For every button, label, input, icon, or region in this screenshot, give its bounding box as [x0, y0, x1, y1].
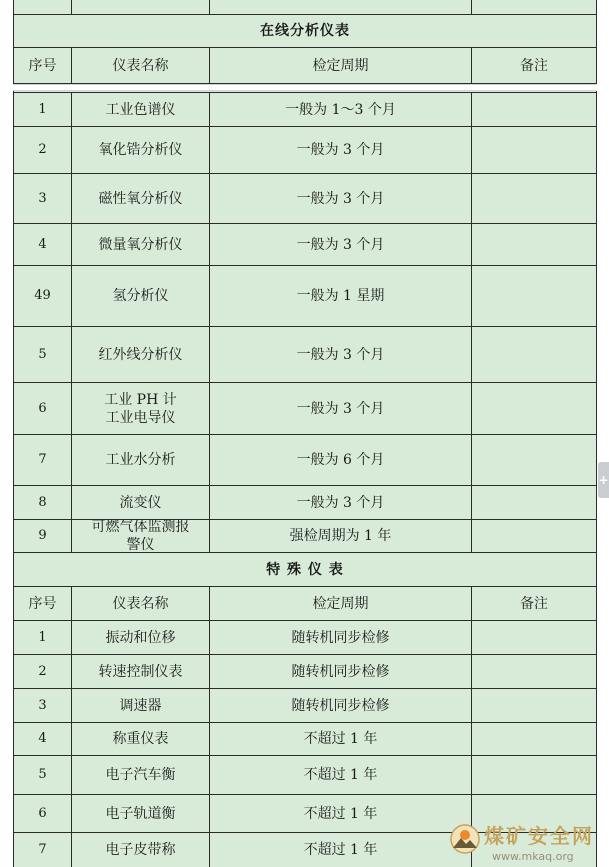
instrument-name-text: 工业色谱仪	[105, 101, 176, 118]
remark-cell	[472, 486, 596, 519]
row-number	[14, 127, 71, 173]
row-number-text: 4	[38, 731, 47, 746]
grid-line	[13, 83, 596, 84]
remark-cell	[472, 266, 596, 326]
instrument-name	[72, 486, 209, 519]
page-break-edge	[13, 84, 596, 85]
calibration-period-text: 不超过 1 年	[303, 767, 378, 783]
row-number-text: 6	[38, 805, 47, 821]
calibration-period-text: 不超过 1 年	[303, 731, 378, 747]
calibration-period-text: 一般为 3 个月	[296, 400, 385, 417]
instrument-name-text: 可燃气体监测报	[91, 520, 190, 535]
row-number-text: 49	[34, 288, 51, 303]
watermark-url: www.mkaq.org	[492, 850, 574, 863]
row-number-text: 2	[38, 663, 47, 679]
calibration-period-text: 一般为 1 星期	[296, 288, 385, 304]
instrument-name-text: 警仪	[126, 537, 155, 552]
header-note	[472, 587, 596, 620]
header-no	[14, 48, 71, 83]
instrument-name-text: 称重仪表	[112, 731, 169, 747]
header-note	[472, 48, 596, 83]
calibration-period	[210, 756, 471, 794]
calibration-period	[210, 174, 471, 223]
row-number	[14, 327, 71, 382]
row-number-text: 5	[38, 346, 47, 362]
expand-tab[interactable]	[598, 462, 609, 498]
instrument-name-text: 工业电导仪	[105, 409, 176, 426]
header-name	[72, 48, 209, 83]
header-name-text: 仪表名称	[112, 57, 169, 74]
instrument-name-text: 调速器	[119, 697, 162, 714]
row-number-text: 7	[38, 452, 47, 467]
row-number	[14, 224, 71, 265]
instrument-name	[72, 756, 209, 794]
header-note-text: 备注	[520, 595, 548, 612]
remark-cell	[472, 520, 596, 552]
grid-line	[596, 91, 597, 867]
grid-line	[471, 0, 472, 14]
remark-cell	[472, 327, 596, 382]
calibration-period-text: 一般为 6 个月	[296, 452, 385, 468]
instrument-name	[72, 174, 209, 223]
instrument-name	[72, 723, 209, 755]
header-period	[210, 48, 471, 83]
calibration-period-text: 不超过 1 年	[303, 805, 378, 822]
row-number	[14, 383, 71, 434]
row-number	[14, 621, 71, 654]
calibration-period-text: 随转机同步检修	[291, 629, 390, 646]
remark-cell	[472, 383, 596, 434]
instrument-name	[72, 520, 209, 552]
instrument-name-text: 振动和位移	[105, 629, 176, 646]
instrument-name-text: 电子皮带称	[105, 842, 176, 858]
remark-cell	[472, 224, 596, 265]
remark-cell	[472, 127, 596, 173]
remark-cell	[472, 723, 596, 755]
remark-cell	[472, 93, 596, 126]
row-number	[14, 93, 71, 126]
row-number	[14, 655, 71, 688]
row-number	[14, 520, 71, 552]
mountain-sun-logo-icon	[450, 824, 480, 854]
header-no	[14, 587, 71, 620]
header-period-text: 检定周期	[312, 57, 369, 74]
calibration-period-text: 一般为 3 个月	[296, 346, 385, 363]
row-number	[14, 689, 71, 722]
calibration-period-text: 随转机同步检修	[291, 697, 390, 714]
row-number	[14, 833, 71, 867]
instrument-name	[72, 266, 209, 326]
grid-line	[209, 0, 210, 14]
instrument-name	[72, 224, 209, 265]
calibration-period	[210, 383, 471, 434]
header-period-text: 检定周期	[312, 595, 369, 612]
calibration-period	[210, 520, 471, 552]
section-title-online-analysis-text: 在线分析仪表	[260, 23, 350, 39]
calibration-period-text: 一般为 1～3 个月	[285, 101, 396, 118]
instrument-name-text: 工业水分析	[105, 452, 176, 468]
instrument-name	[72, 93, 209, 126]
row-number-text: 1	[38, 629, 47, 645]
instrument-name	[72, 621, 209, 654]
row-number-text: 8	[38, 494, 47, 510]
row-number	[14, 795, 71, 832]
calibration-period	[210, 93, 471, 126]
calibration-period-text: 一般为 3 个月	[296, 494, 385, 511]
calibration-period-text: 一般为 3 个月	[296, 142, 385, 158]
header-note-text: 备注	[520, 57, 548, 74]
calibration-period	[210, 266, 471, 326]
row-number	[14, 435, 71, 485]
instrument-name-text: 微量氧分析仪	[98, 236, 183, 253]
row-number	[14, 756, 71, 794]
instrument-name-text: 流变仪	[119, 494, 162, 511]
section-title-special-instruments	[14, 553, 596, 586]
section-title-special-instruments-text: 特 殊 仪 表	[266, 561, 344, 578]
watermark	[448, 822, 608, 867]
row-number-text: 2	[38, 142, 47, 157]
calibration-period	[210, 486, 471, 519]
calibration-period	[210, 795, 471, 832]
calibration-period	[210, 833, 471, 867]
instrument-name-text: 电子汽车衡	[105, 767, 176, 783]
instrument-name-text: 氧化锆分析仪	[98, 142, 183, 158]
instrument-name-text: 电子轨道衡	[105, 805, 176, 822]
calibration-period-text: 一般为 3 个月	[296, 236, 385, 253]
row-number-text: 4	[38, 236, 47, 252]
row-number-text: 7	[38, 842, 47, 857]
row-number	[14, 486, 71, 519]
grid-line	[596, 0, 597, 84]
header-no-text: 序号	[28, 595, 57, 612]
calibration-period	[210, 621, 471, 654]
calibration-period-text: 一般为 3 个月	[296, 190, 385, 207]
instrument-name-text: 红外线分析仪	[98, 346, 183, 363]
calibration-period	[210, 127, 471, 173]
remark-cell	[472, 756, 596, 794]
row-number	[14, 723, 71, 755]
header-name	[72, 587, 209, 620]
instrument-name	[72, 383, 209, 434]
calibration-period	[210, 689, 471, 722]
row-number	[14, 266, 71, 326]
section-title-online-analysis	[14, 15, 596, 47]
page-break-edge	[13, 90, 596, 91]
row-number-text: 5	[38, 767, 47, 782]
grid-line	[71, 0, 72, 14]
header-name-text: 仪表名称	[112, 595, 169, 612]
row-number-text: 1	[38, 101, 47, 117]
calibration-period	[210, 435, 471, 485]
row-number-text: 9	[38, 528, 47, 543]
watermark-brand: 煤矿安全网	[484, 824, 594, 848]
remark-cell	[472, 689, 596, 722]
row-number-text: 3	[38, 697, 47, 713]
remark-cell	[472, 435, 596, 485]
header-no-text: 序号	[28, 57, 57, 74]
instrument-name	[72, 127, 209, 173]
instrument-name-text: 转速控制仪表	[98, 663, 183, 680]
remark-cell	[472, 174, 596, 223]
calibration-period	[210, 224, 471, 265]
header-period	[210, 587, 471, 620]
instrument-name-text: 磁性氧分析仪	[98, 190, 183, 207]
calibration-period-text: 不超过 1 年	[303, 842, 378, 858]
instrument-name	[72, 655, 209, 688]
instrument-name	[72, 327, 209, 382]
remark-cell	[472, 655, 596, 688]
instrument-name-text: 氢分析仪	[112, 288, 169, 304]
calibration-period-text: 强检周期为 1 年	[289, 528, 392, 544]
calibration-period	[210, 327, 471, 382]
calibration-period	[210, 655, 471, 688]
row-number-text: 6	[38, 400, 47, 416]
calibration-period	[210, 723, 471, 755]
instrument-name	[72, 795, 209, 832]
plus-icon: +	[598, 473, 609, 487]
instrument-name-text: 工业 PH 计	[104, 391, 177, 408]
remark-cell	[472, 621, 596, 654]
row-number-text: 3	[38, 190, 47, 206]
calibration-period-text: 随转机同步检修	[291, 663, 390, 680]
instrument-name	[72, 689, 209, 722]
row-number	[14, 174, 71, 223]
instrument-name	[72, 833, 209, 867]
instrument-name	[72, 435, 209, 485]
